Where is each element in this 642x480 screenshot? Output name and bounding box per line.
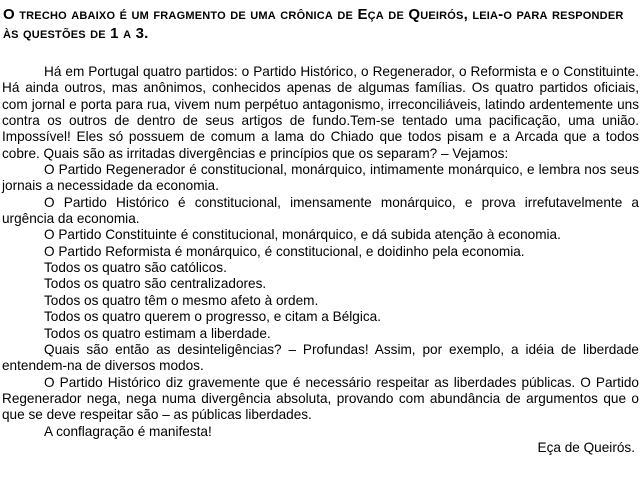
paragraph-regenerador: O Partido Regenerador é constitucional, monárquico, intimamente monárquico, e lembra nos seus jornais a necessidade da economia. xyxy=(2,162,639,194)
paragraph-historico: O Partido Histórico é constitucional, imensamente monárquico, e prova irrefutavelmente a urgência da economia. xyxy=(2,194,639,227)
author-signature: Eça de Queirós. xyxy=(537,439,635,455)
paragraph-reformista: O Partido Reformista é monárquico, é constitucional, e doidinho pela economia. xyxy=(44,243,525,259)
paragraph-desinteligencias: Quais são então as desinteligências? – Profundas! Assim, por exemplo, a idéia de liberdade entendem-na de diversos modos. xyxy=(2,341,639,374)
paragraph-catolicos: Todos os quatro são católicos. xyxy=(44,260,227,276)
instruction-header: O trecho abaixo é um fragmento de uma crônica de Eça de Queirós, leia-o para responder às questões de 1 a 3. xyxy=(3,6,624,42)
paragraph-divergencia: O Partido Histórico diz gravemente que é necessário respeitar as liberdades públicas. O Partido Regenerador nega, nega numa divergência absoluta, provando com abundância de argumentos que o que se deve respeitar são – as públicas liberdades. xyxy=(2,374,639,423)
paragraph-conflagracao: A conflagração é manifesta! xyxy=(44,423,212,439)
paragraph-centralizadores: Todos os quatro são centralizadores. xyxy=(44,276,267,292)
paragraph-ordem: Todos os quatro têm o mesmo afeto à ordem. xyxy=(44,292,319,308)
paragraph-constituinte: O Partido Constituinte é constitucional, monárquico, e dá subida atenção à economia. xyxy=(44,227,561,243)
chronicle-text xyxy=(2,64,639,440)
paragraph-liberdade: Todos os quatro estimam a liberdade. xyxy=(44,325,271,341)
paragraph-progresso: Todos os quatro querem o progresso, e citam a Bélgica. xyxy=(44,309,382,325)
paragraph-intro: Há em Portugal quatro partidos: o Partido Histórico, o Regenerador, o Reformista e o Constituinte. Há ainda outros, mas anônimos, conhecidos apenas de algumas famílias. Os quatro partidos oficiais, com jornal e porta para rua, vivem num perpétuo antagonismo, irreconciliáveis, latindo ardentemente uns contra os outros de dentro de seus artigos de fundo.Tem-se tentado uma pacificação, uma união. Impossível! Eles só possuem de comum a lama do Chiado que todos pisam e a Arcada que a todos cobre. Quais são as irritadas divergências e princípios que os separam? – Vejamos: xyxy=(2,64,639,161)
